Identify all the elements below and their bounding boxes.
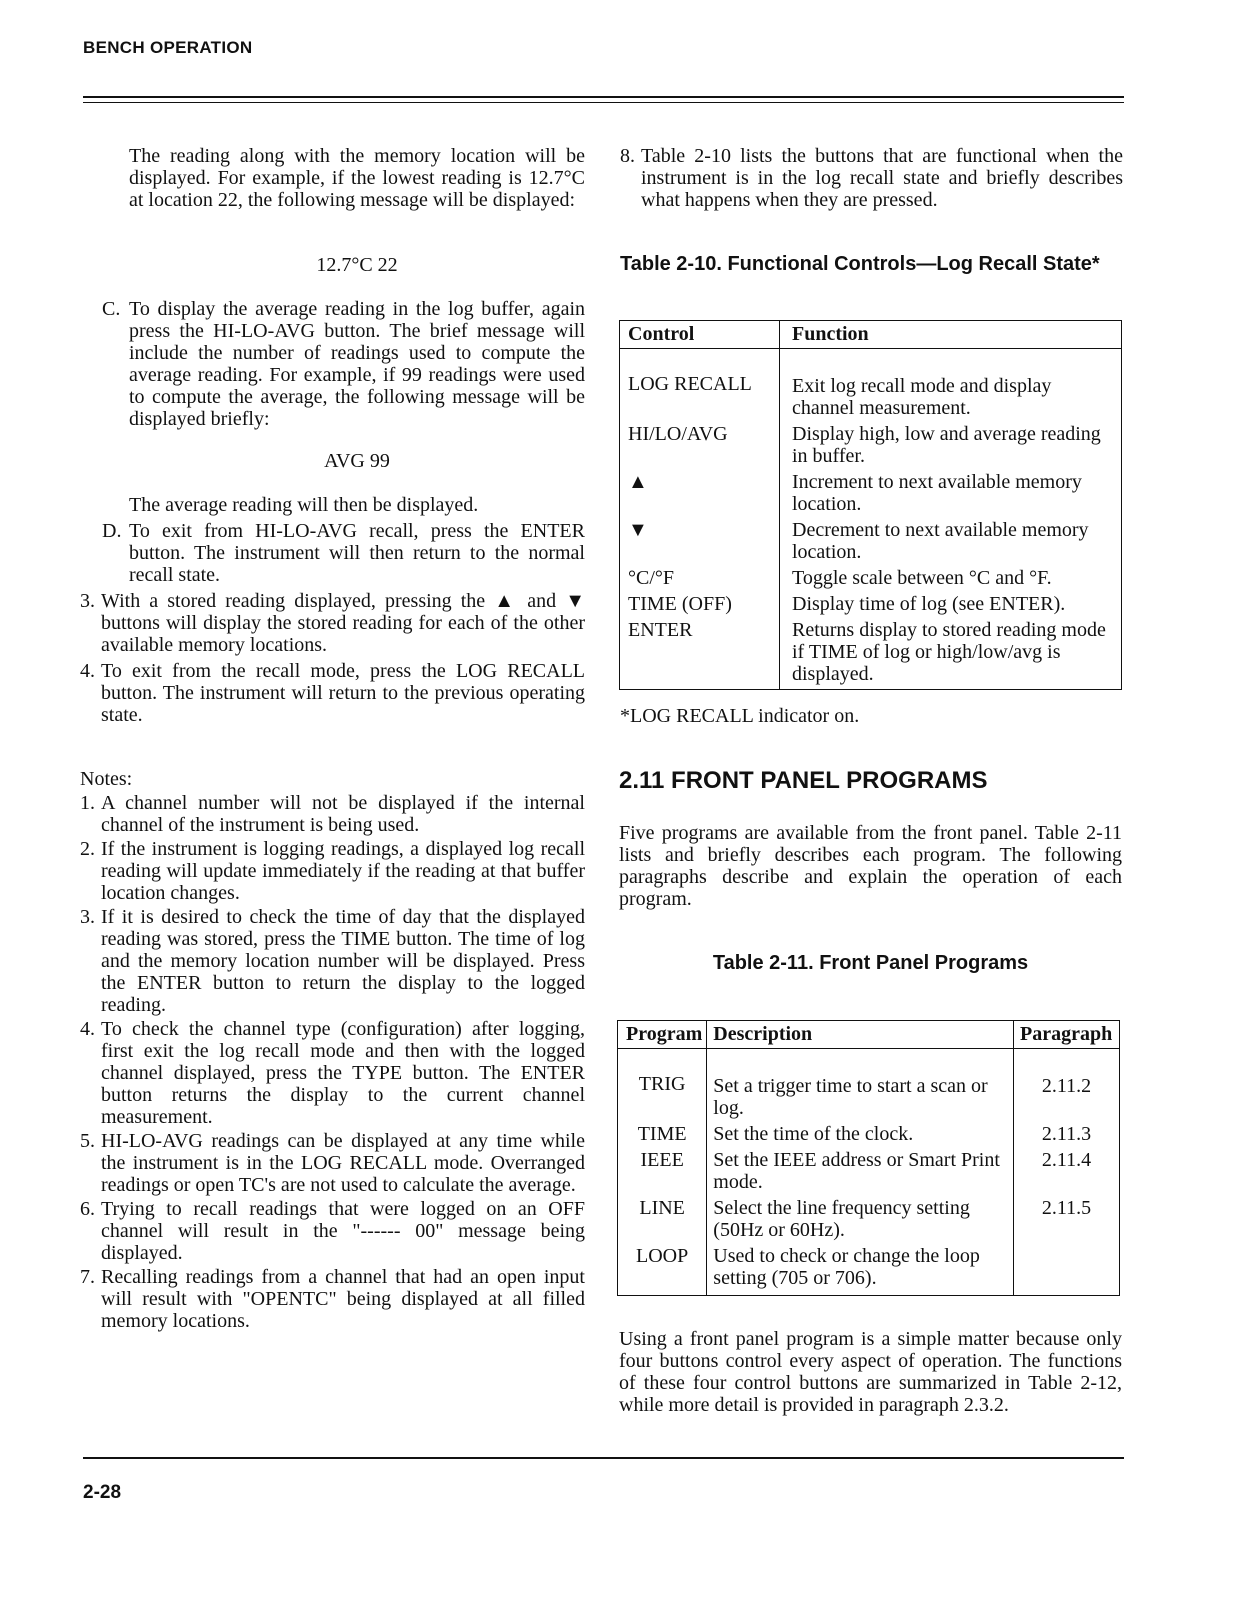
running-head: BENCH OPERATION [83,38,253,57]
note-text: HI-LO-AVG readings can be displayed at any time while the instrument is in the LOG RECALL mode. Overranged readings or open TC's are not used to calculate the average. [101,1130,585,1196]
note-number: 6. [80,1198,95,1220]
step-8-text: Table 2-10 lists the buttons that are functional when the instrument is in the log recall state and briefly describes what happens when they are pressed. [641,145,1123,211]
table-cell-program: LINE [618,1197,707,1245]
table-row [618,1049,1120,1124]
table-row [620,423,1122,471]
table-row [620,349,1122,424]
step-c [102,298,585,430]
note-item [80,1018,585,1128]
table-cell-control: ▲ [620,471,780,519]
table-row [618,1149,1120,1197]
table-cell-paragraph: 2.11.4 [1041,1149,1092,1171]
note-item [80,906,585,1016]
step-4 [80,660,585,726]
note-number: 3. [80,906,95,928]
table-header-row [618,1021,1120,1049]
step-d-marker: D. [102,520,122,542]
table-row [620,519,1122,567]
table-cell-control: °C/°F [620,567,780,593]
example-message-avg: AVG 99 [324,450,390,472]
note-text: Recalling readings from a channel that had an open input will result with "OPENTC" being displayed at all filled memory locations. [101,1266,585,1332]
table-2-10-title: Table 2-10. Functional Controls—Log Recall State* [620,253,1100,275]
table-cell-function: Exit log recall mode and display channel measurement. [792,375,1052,419]
note-number: 4. [80,1018,95,1040]
table-cell-program: IEEE [618,1149,707,1197]
table-cell-control: ENTER [620,619,780,690]
table-cell-control: ▼ [620,519,780,567]
header-rule-thin [83,102,1124,103]
section-heading: 2.11 FRONT PANEL PROGRAMS [619,767,988,794]
table-cell-paragraph: 2.11.3 [1041,1123,1092,1145]
step-3-marker: 3. [80,590,95,612]
table-row [618,1123,1120,1149]
table-row [618,1245,1120,1296]
note-number: 7. [80,1266,95,1288]
note-text: If the instrument is logging readings, a displayed log recall reading will update immediately if the reading at that buffer location changes. [101,838,585,904]
note-item [80,1198,585,1264]
table-header-cell: Control [620,321,780,349]
table-cell-control: LOG RECALL [620,349,780,424]
note-number: 2. [80,838,95,860]
note-text: A channel number will not be displayed if the internal channel of the instrument is being used. [101,792,585,836]
table-2-11-title: Table 2-11. Front Panel Programs [712,952,1029,974]
avg-paragraph: The average reading will then be displayed. [129,494,479,516]
table-cell-description: Set the time of the clock. [707,1123,1014,1149]
page-number: 2-28 [83,1482,122,1503]
note-item [80,838,585,904]
note-number: 5. [80,1130,95,1152]
table-header-cell: Paragraph [1014,1021,1120,1049]
notes-label: Notes: [80,768,133,790]
step-3-text: With a stored reading displayed, pressing the ▲ and ▼ buttons will display the stored reading for each of the other available memory locations. [101,590,585,656]
table-cell-function: Decrement to next available memory location. [792,519,1089,563]
table-header-cell: Program [618,1021,707,1049]
table-row [620,593,1122,619]
table-cell-description: Set the IEEE address or Smart Print mode. [707,1149,1014,1197]
table-header-cell: Function [780,321,1122,349]
table-cell-program: TIME [618,1123,707,1149]
step-d [102,520,585,586]
table-cell-description: Used to check or change the loop setting (705 or 706). [707,1245,1014,1296]
step-d-text: To exit from HI-LO-AVG recall, press the ENTER button. The instrument will then return to the normal recall state. [129,520,585,586]
note-number: 1. [80,792,95,814]
table-2-10 [619,320,1122,690]
section-intro: Five programs are available from the front panel. Table 2-11 lists and briefly describes each program. The following paragraphs describe and explain the operation of each program. [619,822,1122,910]
table-header-row [620,321,1122,349]
step-3 [80,590,585,656]
table-cell-paragraph: 2.11.5 [1041,1197,1092,1219]
note-item [80,792,585,836]
table-2-11 [617,1020,1120,1296]
table-row [620,471,1122,519]
table-header-cell: Description [707,1021,1014,1049]
table-cell-program: TRIG [618,1049,707,1124]
step-8 [620,145,1123,211]
table-2-10-footnote: *LOG RECALL indicator on. [620,705,860,727]
note-item [80,1266,585,1332]
table-cell-function: Display time of log (see ENTER). [792,593,1066,615]
table-cell-function: Increment to next available memory location. [792,471,1082,515]
table-cell-function: Returns display to stored reading mode if TIME of log or high/low/avg is displayed. [792,619,1106,685]
note-text: If it is desired to check the time of day that the displayed reading was stored, press the TIME button. The time of log and the memory location number will be displayed. Press the ENTER button to return the display to the logged reading. [101,906,585,1016]
table-cell-control: TIME (OFF) [620,593,780,619]
table-cell-function: Toggle scale between °C and °F. [792,567,1052,589]
table-cell-control: HI/LO/AVG [620,423,780,471]
table-cell-program: LOOP [618,1245,707,1296]
step-4-marker: 4. [80,660,95,682]
note-item [80,1130,585,1196]
step-4-text: To exit from the recall mode, press the LOG RECALL button. The instrument will return to the previous operating state. [101,660,585,726]
example-message-low: 12.7°C 22 [316,254,398,276]
intro-paragraph: The reading along with the memory location will be displayed. For example, if the lowest reading is 12.7°C at location 22, the following message will be displayed: [129,145,585,211]
table-cell-function: Display high, low and average reading in buffer. [792,423,1101,467]
notes-list [80,792,585,1332]
step-8-marker: 8. [620,145,635,167]
table-cell-paragraph: 2.11.2 [1041,1075,1092,1097]
step-c-text: To display the average reading in the log buffer, again press the HI-LO-AVG button. The brief message will include the number of readings used to compute the average reading. For example, if 99 readings were used to compute the average, the following message will be displayed briefly: [129,298,585,430]
footer-rule [83,1457,1124,1459]
step-c-marker: C. [102,298,121,320]
note-text: To check the channel type (configuration) after logging, first exit the log recall mode and then with the logged channel displayed, press the TYPE button. The ENTER button returns the display to the current channel measurement. [101,1018,585,1128]
closing-paragraph: Using a front panel program is a simple matter because only four buttons control every aspect of operation. The functions of these four control buttons are summarized in Table 2-12, while more detail is provided in paragraph 2.3.2. [619,1328,1122,1416]
table-cell-description: Select the line frequency setting (50Hz or 60Hz). [707,1197,1014,1245]
note-text: Trying to recall readings that were logged on an OFF channel will result in the "------ 00" message being displayed. [101,1198,585,1264]
table-row [618,1197,1120,1245]
header-rule [83,96,1124,98]
table-row [620,619,1122,690]
table-row [620,567,1122,593]
table-cell-paragraph [1014,1245,1120,1296]
table-cell-description: Set a trigger time to start a scan or log. [707,1049,1014,1124]
